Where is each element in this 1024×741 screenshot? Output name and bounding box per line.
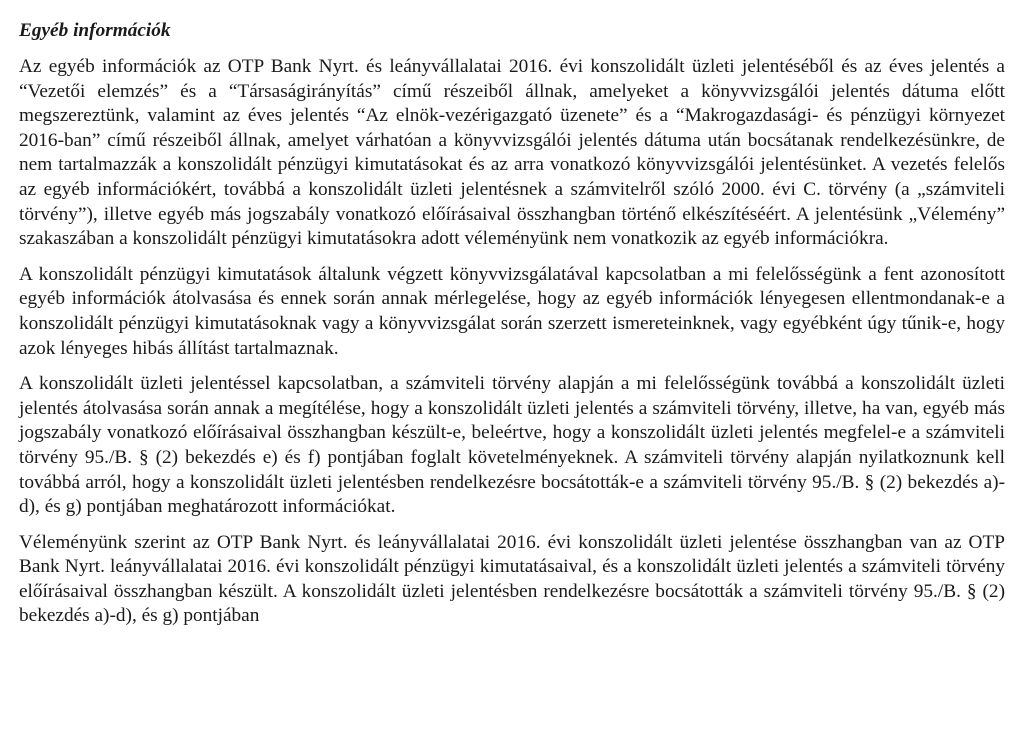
- paragraph-other-information: Az egyéb információk az OTP Bank Nyrt. és leányvállalatai 2016. évi konszolidált üzleti jelentéséből és az éves jelentés a “Vezetői elemzés” és a “Társaságirányítás” című részeiből állnak, amelyeket a könyvvizsgálói jelentés dátuma előtt megszereztünk, valamint az éves jelentés “Az elnök-vezérigazgató üzenete” és a “Makrogazdasági- és pénzügyi környezet 2016-ban” című részeiből állnak, amelyet várhatóan a könyvvizsgálói jelentés dátuma után bocsátanak rendelkezésünkre, de nem tartalmazzák a konszolidált pénzügyi kimutatásokat és az arra vonatkozó könyvvizsgálói jelentésünket. A vezetés felelős az egyéb információkért, továbbá a konszolidált üzleti jelentésnek a számvitelről szóló 2000. évi C. törvény (a „számviteli törvény”), illetve egyéb más jogszabály vonatkozó előírásaival összhangban történő elkészítéséért. A jelentésünk „Vélemény” szakaszában a konszolidált pénzügyi kimutatásokra adott véleményünk nem vonatkozik az egyéb információkra.: [19, 56, 1005, 250]
- paragraph-opinion: Véleményünk szerint az OTP Bank Nyrt. és leányvállalatai 2016. évi konszolidált üzleti jelentése összhangban van az OTP Bank Nyrt. leányvállalatai 2016. évi konszolidált pénzügyi kimutatásaival, és a konszolidált üzleti jelentés a számviteli törvény előírásaival összhangban készült. A konszolidált üzleti jelentésben rendelkezésre bocsátották a számviteli törvény 95./B. § (2) bekezdés a)-d), és g) pontjában: [19, 531, 1005, 627]
- paragraph-business-report: A konszolidált üzleti jelentéssel kapcsolatban, a számviteli törvény alapján a mi felelősségünk továbbá a konszolidált üzleti jelentés átolvasása során annak a megítélése, hogy a konszolidált üzleti jelentés a számviteli törvény, illetve, ha van, egyéb más jogszabály vonatkozó előírásaival összhangban készült-e, beleértve, hogy a konszolidált üzleti jelentés megfelel-e a számviteli törvény 95./B. § (2) bekezdés e) és f) pontjában foglalt követelményeknek. A számviteli törvény alapján nyilatkoznunk kell továbbá arról, hogy a konszolidált üzleti jelentésben rendelkezésre bocsátották-e a számviteli törvény 95./B. § (2) bekezdés a)-d), és g) pontjában meghatározott információkat.: [19, 373, 1005, 518]
- document-page: [19, 16, 1005, 640]
- paragraph-auditor-responsibility: A konszolidált pénzügyi kimutatások általunk végzett könyvvizsgálatával kapcsolatban a mi felelősségünk a fent azonosított egyéb információk átolvasása és ennek során annak mérlegelése, hogy az egyéb információk lényegesen ellentmondanak-e a konszolidált pénzügyi kimutatásoknak vagy a könyvvizsgálat során szerzett ismereteinknek, vagy egyébként úgy tűnik-e, hogy azok lényeges hibás állítást tartalmaznak.: [19, 263, 1005, 359]
- section-heading: Egyéb információk: [19, 20, 171, 41]
